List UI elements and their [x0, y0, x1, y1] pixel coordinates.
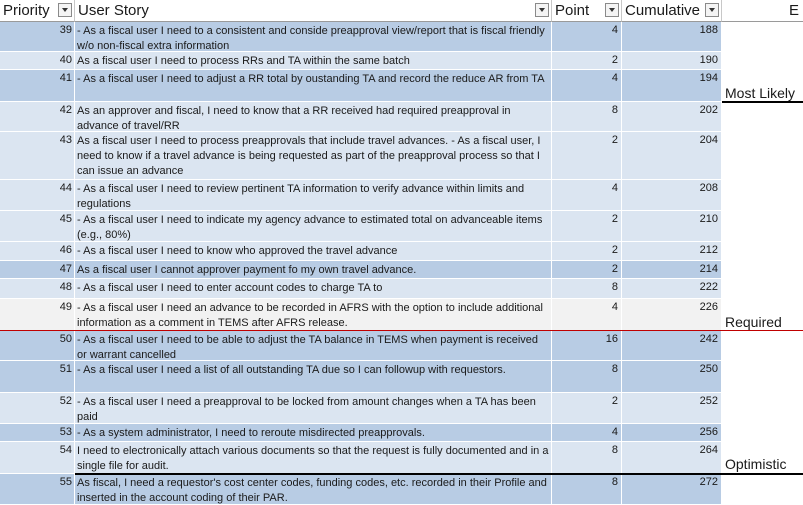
- table-row[interactable]: [0, 180, 803, 211]
- column-header-e[interactable]: [722, 0, 803, 22]
- e-cell[interactable]: [722, 279, 803, 299]
- user-story-cell[interactable]: As a fiscal user I need to process preapprovals that include travel advances. - As a fiscal user, I need to know if a travel advance is being requested as part of the preapproval process so that I can issue an advance: [75, 132, 552, 180]
- column-header-user-story[interactable]: [75, 0, 552, 22]
- required-threshold-line: [0, 330, 803, 331]
- e-cell[interactable]: [722, 361, 803, 393]
- user-story-cell[interactable]: - As a system administrator, I need to reroute misdirected preapprovals.: [75, 424, 552, 442]
- cumulative-cell[interactable]: 242: [622, 331, 722, 361]
- table-row[interactable]: [0, 424, 803, 442]
- filter-dropdown-icon[interactable]: [58, 3, 72, 17]
- e-cell[interactable]: [722, 424, 803, 442]
- user-story-cell[interactable]: As a fiscal user I cannot approver payment fo my own travel advance.: [75, 261, 552, 279]
- cumulative-cell[interactable]: 194: [622, 70, 722, 102]
- user-story-cell[interactable]: - As a fiscal user I need to be able to adjust the TA balance in TEMS when payment is received or warrant cancelled: [75, 331, 552, 361]
- priority-cell[interactable]: 45: [0, 211, 75, 242]
- e-cell[interactable]: [722, 211, 803, 242]
- point-cell[interactable]: 16: [552, 331, 622, 361]
- most-likely-marker: Most Likely: [725, 85, 796, 101]
- header-label: E: [788, 2, 799, 19]
- user-story-cell[interactable]: As a fiscal user I need to process RRs and TA within the same batch: [75, 52, 552, 70]
- cumulative-cell[interactable]: 222: [622, 279, 722, 299]
- point-cell[interactable]: 4: [552, 70, 622, 102]
- priority-cell[interactable]: 39: [0, 22, 75, 52]
- point-cell[interactable]: 4: [552, 424, 622, 442]
- header-label: User Story: [78, 2, 149, 19]
- priority-cell[interactable]: 48: [0, 279, 75, 299]
- point-cell[interactable]: 8: [552, 442, 622, 474]
- table-row[interactable]: [0, 279, 803, 299]
- cumulative-cell[interactable]: 250: [622, 361, 722, 393]
- e-cell[interactable]: [722, 22, 803, 52]
- priority-cell[interactable]: 44: [0, 180, 75, 211]
- table-row[interactable]: [0, 474, 803, 505]
- cumulative-cell[interactable]: 212: [622, 242, 722, 261]
- header-label: Priority: [3, 2, 50, 19]
- priority-cell[interactable]: 49: [0, 299, 75, 331]
- e-cell[interactable]: [722, 474, 803, 505]
- user-story-cell[interactable]: I need to electronically attach various documents so that the request is fully documented and in a single file for audit.: [75, 442, 552, 474]
- point-cell[interactable]: 8: [552, 279, 622, 299]
- optimistic-threshold-line: [75, 473, 803, 475]
- cumulative-cell[interactable]: 264: [622, 442, 722, 474]
- table-row[interactable]: [0, 211, 803, 242]
- point-cell[interactable]: 8: [552, 361, 622, 393]
- e-cell[interactable]: [722, 331, 803, 361]
- priority-cell[interactable]: 46: [0, 242, 75, 261]
- cumulative-cell[interactable]: 202: [622, 102, 722, 132]
- point-cell[interactable]: 2: [552, 393, 622, 424]
- priority-cell[interactable]: 55: [0, 474, 75, 505]
- cumulative-cell[interactable]: 256: [622, 424, 722, 442]
- priority-cell[interactable]: 41: [0, 70, 75, 102]
- priority-cell[interactable]: 42: [0, 102, 75, 132]
- table-row[interactable]: [0, 70, 803, 102]
- priority-cell[interactable]: 40: [0, 52, 75, 70]
- table-row[interactable]: [0, 331, 803, 361]
- cumulative-cell[interactable]: 226: [622, 299, 722, 331]
- cumulative-cell[interactable]: 252: [622, 393, 722, 424]
- column-header-priority[interactable]: [0, 0, 75, 22]
- required-marker: Required: [725, 314, 782, 330]
- table-row[interactable]: [0, 361, 803, 393]
- e-cell[interactable]: [722, 242, 803, 261]
- table-row[interactable]: [0, 261, 803, 279]
- point-cell[interactable]: 8: [552, 102, 622, 132]
- cumulative-cell[interactable]: 204: [622, 132, 722, 180]
- header-label: Cumulative: [625, 2, 701, 19]
- priority-cell[interactable]: 52: [0, 393, 75, 424]
- header-label: Point: [555, 2, 590, 19]
- priority-cell[interactable]: 51: [0, 361, 75, 393]
- user-story-cell[interactable]: As an approver and fiscal, I need to know that a RR received had required preapproval in advance of travel/RR: [75, 102, 552, 132]
- user-story-cell[interactable]: - As a fiscal user I need to know who approved the travel advance: [75, 242, 552, 261]
- priority-cell[interactable]: 50: [0, 331, 75, 361]
- user-story-cell[interactable]: - As a fiscal user I need a list of all outstanding TA due so I can followup with requestors.: [75, 361, 552, 393]
- table-row[interactable]: [0, 22, 803, 52]
- priority-cell[interactable]: 54: [0, 442, 75, 474]
- column-header-cumulative[interactable]: [622, 0, 722, 22]
- optimistic-marker: Optimistic: [725, 456, 787, 472]
- priority-cell[interactable]: 53: [0, 424, 75, 442]
- e-cell[interactable]: [722, 52, 803, 70]
- user-story-cell[interactable]: - As a fiscal user I need to adjust a RR total by oustanding TA and record the reduce AR from TA: [75, 70, 552, 102]
- e-cell[interactable]: [722, 261, 803, 279]
- e-cell[interactable]: [722, 393, 803, 424]
- point-cell[interactable]: 2: [552, 211, 622, 242]
- table-row[interactable]: [0, 132, 803, 180]
- priority-cell[interactable]: 43: [0, 132, 75, 180]
- filter-dropdown-icon[interactable]: [535, 3, 549, 17]
- cumulative-cell[interactable]: 214: [622, 261, 722, 279]
- most-likely-threshold-line: [722, 101, 803, 103]
- table-row[interactable]: [0, 52, 803, 70]
- point-cell[interactable]: 4: [552, 180, 622, 211]
- point-cell[interactable]: 8: [552, 474, 622, 505]
- point-cell[interactable]: 2: [552, 242, 622, 261]
- user-story-cell[interactable]: - As a fiscal user I need to indicate my agency advance to estimated total on advanceable items (e.g., 80%): [75, 211, 552, 242]
- cumulative-cell[interactable]: 190: [622, 52, 722, 70]
- user-story-cell[interactable]: - As a fiscal user I need an advance to be recorded in AFRS with the option to include additional information as a comment in TEMS after AFRS release.: [75, 299, 552, 331]
- cumulative-cell[interactable]: 208: [622, 180, 722, 211]
- cumulative-cell[interactable]: 210: [622, 211, 722, 242]
- column-header-point[interactable]: [552, 0, 622, 22]
- priority-cell[interactable]: 47: [0, 261, 75, 279]
- filter-dropdown-icon[interactable]: [605, 3, 619, 17]
- cumulative-cell[interactable]: 188: [622, 22, 722, 52]
- table-row[interactable]: [0, 242, 803, 261]
- user-story-cell[interactable]: As fiscal, I need a requestor's cost center codes, funding codes, etc. recorded in their Profile and inserted in the account coding of their PAR.: [75, 474, 552, 505]
- user-story-cell[interactable]: - As a fiscal user I need to review pertinent TA information to verify advance within limits and regulations: [75, 180, 552, 211]
- table-row[interactable]: [0, 442, 803, 474]
- table-row[interactable]: [0, 393, 803, 424]
- cumulative-cell[interactable]: 272: [622, 474, 722, 505]
- point-cell[interactable]: 2: [552, 261, 622, 279]
- user-story-cell[interactable]: - As a fiscal user I need to a consistent and conside preapproval view/report that is fiscal friendly w/o non-fiscal extra information: [75, 22, 552, 52]
- table-row[interactable]: [0, 299, 803, 331]
- table-row[interactable]: [0, 102, 803, 132]
- user-story-cell[interactable]: - As a fiscal user I need to enter account codes to charge TA to: [75, 279, 552, 299]
- point-cell[interactable]: 4: [552, 299, 622, 331]
- point-cell[interactable]: 4: [552, 22, 622, 52]
- user-story-cell[interactable]: - As a fiscal user I need a preapproval to be locked from amount changes when a TA has been paid: [75, 393, 552, 424]
- point-cell[interactable]: 2: [552, 52, 622, 70]
- e-cell[interactable]: [722, 180, 803, 211]
- point-cell[interactable]: 2: [552, 132, 622, 180]
- filter-dropdown-icon[interactable]: [705, 3, 719, 17]
- e-cell[interactable]: [722, 102, 803, 132]
- e-cell[interactable]: [722, 132, 803, 180]
